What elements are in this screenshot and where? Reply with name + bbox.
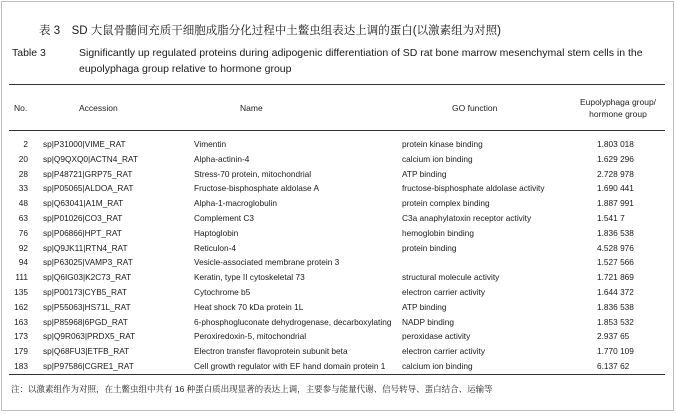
cell-ratio: 1.887 991 bbox=[597, 198, 634, 209]
cell-no: 63 bbox=[18, 212, 28, 223]
cell-accession: sp|P63025|VAMP3_RAT bbox=[43, 257, 133, 268]
cell-name: Complement C3 bbox=[194, 212, 254, 223]
header-go-function: GO function bbox=[452, 103, 498, 113]
table-row bbox=[0, 196, 677, 211]
cell-name: Electron transfer flavoprotein subunit beta bbox=[194, 346, 348, 357]
cell-ratio: 1.721 869 bbox=[597, 272, 634, 283]
header-accession: Accession bbox=[79, 103, 118, 113]
cell-go-function: ATP binding bbox=[402, 168, 447, 179]
cell-name: Stress-70 protein, mitochondrial bbox=[194, 168, 312, 179]
cell-go-function: structural molecule activity bbox=[402, 272, 500, 283]
table-body bbox=[0, 137, 677, 374]
cell-name: Alpha-actinin-4 bbox=[194, 153, 250, 164]
cell-no: 92 bbox=[18, 242, 28, 253]
cell-go-function: calcium ion binding bbox=[402, 153, 473, 164]
cell-no: 179 bbox=[14, 346, 28, 357]
cell-go-function: fructose-bisphosphate aldolase activity bbox=[402, 183, 545, 194]
cell-accession: sp|P06866|HPT_RAT bbox=[43, 227, 122, 238]
cell-no: 163 bbox=[14, 316, 28, 327]
cell-no: 183 bbox=[14, 360, 28, 371]
cell-ratio: 1.629 296 bbox=[597, 153, 634, 164]
table-note: 注：以激素组作为对照，在土鳖虫组中共有 16 种蛋白质出现显著的表达上调，主要参与能量代谢、信号转导、蛋白结合、运输等 bbox=[11, 384, 493, 394]
cell-ratio: 1.803 018 bbox=[597, 139, 634, 149]
table-top-rule bbox=[9, 84, 665, 85]
cell-no: 76 bbox=[18, 227, 28, 238]
table-bottom-rule bbox=[9, 374, 665, 375]
cell-accession: sp|Q9QXQ0|ACTN4_RAT bbox=[43, 153, 138, 164]
cell-accession: sp|Q9R063|PRDX5_RAT bbox=[43, 331, 136, 342]
table-row bbox=[0, 137, 677, 152]
cell-go-function: protein kinase binding bbox=[402, 139, 483, 149]
cell-name: Keratin, type II cytoskeletal 73 bbox=[194, 272, 305, 283]
table-row bbox=[0, 152, 677, 167]
cell-ratio: 1.836 538 bbox=[597, 301, 634, 312]
cell-name: Vesicle-associated membrane protein 3 bbox=[194, 257, 340, 268]
cell-no: 33 bbox=[18, 183, 28, 194]
cell-go-function: NADP binding bbox=[402, 316, 454, 327]
cell-name: Reticulon-4 bbox=[194, 242, 236, 253]
caption-label: Table 3 bbox=[12, 47, 46, 59]
cell-accession: sp|P31000|VIME_RAT bbox=[43, 139, 126, 149]
cell-ratio: 2.937 65 bbox=[597, 331, 630, 342]
cell-no: 20 bbox=[18, 153, 28, 164]
cell-go-function: C3a anaphylatoxin receptor activity bbox=[402, 212, 532, 223]
table-row bbox=[0, 226, 677, 241]
cell-accession: sp|P01026|CO3_RAT bbox=[43, 212, 123, 223]
table-header-rule bbox=[9, 130, 665, 131]
cell-ratio: 1.690 441 bbox=[597, 183, 634, 194]
cell-name: Cytochrome b5 bbox=[194, 286, 251, 297]
cell-ratio: 1.527 566 bbox=[597, 257, 634, 268]
table-row bbox=[0, 285, 677, 300]
cell-no: 162 bbox=[14, 301, 28, 312]
cell-name: 6-phosphogluconate dehydrogenase, decarboxylating bbox=[194, 316, 392, 327]
cell-go-function: electron carrier activity bbox=[402, 286, 485, 297]
table-row bbox=[0, 211, 677, 226]
cell-name: Haptoglobin bbox=[194, 227, 239, 238]
cell-accession: sp|P85968|6PGD_RAT bbox=[43, 316, 128, 327]
cell-accession: sp|P05065|ALDOA_RAT bbox=[43, 183, 134, 194]
cell-go-function: protein binding bbox=[402, 242, 457, 253]
cell-no: 111 bbox=[15, 272, 28, 283]
cell-name: Cell growth regulator with EF hand domain protein 1 bbox=[194, 360, 386, 371]
cell-go-function: protein complex binding bbox=[402, 198, 490, 209]
table-row bbox=[0, 344, 677, 359]
cell-name: Heat shock 70 kDa protein 1L bbox=[194, 301, 304, 312]
cell-ratio: 4.528 976 bbox=[597, 242, 634, 253]
caption-chinese: 表 3 SD 大鼠骨髓间充质干细胞成脂分化过程中土鳖虫组表达上调的蛋白(以激素组为对照) bbox=[39, 25, 501, 37]
table-row bbox=[0, 167, 677, 182]
cell-name: Vimentin bbox=[194, 139, 227, 149]
cell-ratio: 6.137 62 bbox=[597, 360, 630, 371]
table-row bbox=[0, 241, 677, 256]
cell-name: Peroxiredoxin-5, mitochondrial bbox=[194, 331, 307, 342]
cell-accession: sp|P55063|HS71L_RAT bbox=[43, 301, 131, 312]
header-name: Name bbox=[240, 103, 263, 113]
cell-accession: sp|P48721|GRP75_RAT bbox=[43, 168, 133, 179]
table-row bbox=[0, 359, 677, 374]
table-row bbox=[0, 315, 677, 330]
cell-accession: sp|Q6IG03|K2C73_RAT bbox=[43, 272, 132, 283]
cell-accession: sp|P00173|CYB5_RAT bbox=[43, 286, 127, 297]
cell-name: Fructose-bisphosphate aldolase A bbox=[194, 183, 319, 194]
header-eupolyphaga-ratio: Eupolyphaga group/ hormone group bbox=[579, 97, 657, 119]
cell-go-function: electron carrier activity bbox=[402, 346, 485, 357]
cell-no: 28 bbox=[18, 168, 28, 179]
cell-go-function: ATP binding bbox=[402, 301, 447, 312]
cell-ratio: 1.541 7 bbox=[597, 212, 625, 223]
cell-ratio: 1.644 372 bbox=[597, 286, 634, 297]
cell-ratio: 1.836 538 bbox=[597, 227, 634, 238]
cell-name: Alpha-1-macroglobulin bbox=[194, 198, 278, 209]
cell-no: 48 bbox=[18, 198, 28, 209]
cell-ratio: 1.770 109 bbox=[597, 346, 634, 357]
cell-accession: sp|Q63041|A1M_RAT bbox=[43, 198, 124, 209]
cell-ratio: 1.853 532 bbox=[597, 316, 634, 327]
cell-no: 2 bbox=[23, 139, 28, 149]
cell-go-function: calcium ion binding bbox=[402, 360, 473, 371]
cell-accession: sp|Q9JK11|RTN4_RAT bbox=[43, 242, 128, 253]
cell-go-function: peroxidase activity bbox=[402, 331, 471, 342]
cell-ratio: 2.728 978 bbox=[597, 168, 634, 179]
table-row bbox=[0, 270, 677, 285]
cell-accession: sp|P97586|CGRE1_RAT bbox=[43, 360, 134, 371]
header-no: No. bbox=[14, 103, 28, 113]
cell-no: 135 bbox=[14, 286, 28, 297]
cell-go-function: hemoglobin binding bbox=[402, 227, 474, 238]
table-row bbox=[0, 181, 677, 196]
caption-text: Significantly up regulated proteins during adipogenic differentiation of SD rat bone marrow mesenchymal stem cells in the eupolyphaga group relative to hormone group bbox=[79, 47, 643, 75]
cell-no: 173 bbox=[14, 331, 28, 342]
cell-accession: sp|Q68FU3|ETFB_RAT bbox=[43, 346, 130, 357]
table-row bbox=[0, 300, 677, 315]
cell-no: 94 bbox=[18, 257, 28, 268]
table-row bbox=[0, 329, 677, 344]
table-row bbox=[0, 255, 677, 270]
